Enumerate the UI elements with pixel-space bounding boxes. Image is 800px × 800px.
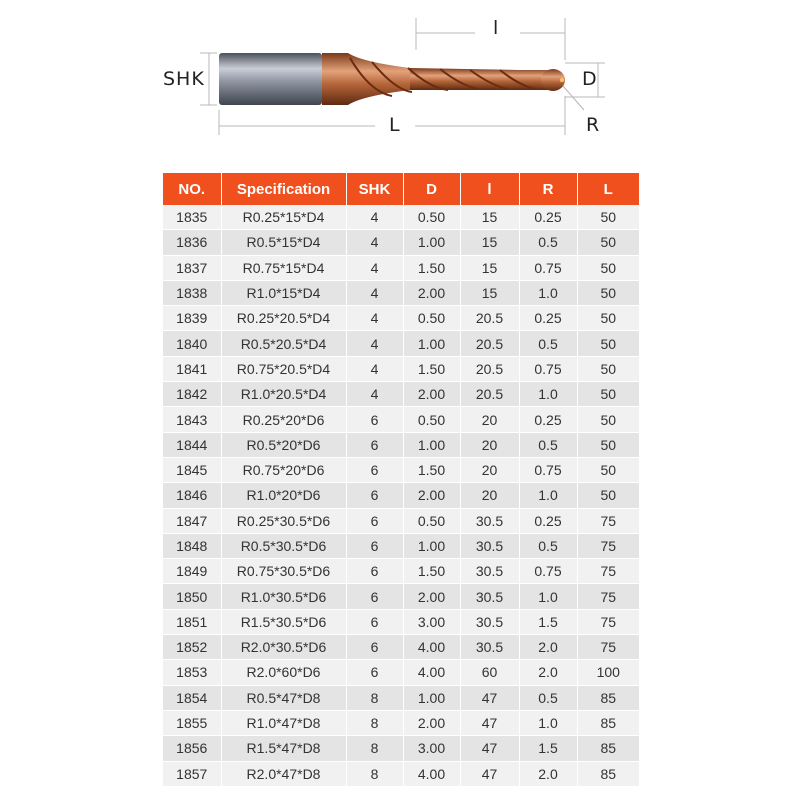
- cell-total-length: 50: [577, 483, 639, 508]
- cell-l: 20: [460, 457, 519, 482]
- table-row: [163, 356, 639, 381]
- cell-shk: 4: [346, 255, 403, 280]
- header-r: R: [519, 173, 577, 205]
- table-row: [163, 382, 639, 407]
- r-point: [560, 78, 564, 82]
- cell-r: 0.75: [519, 356, 577, 381]
- cell-d: 1.00: [403, 230, 460, 255]
- table-header: [163, 173, 639, 205]
- cell-d: 4.00: [403, 635, 460, 660]
- cell-total-length: 85: [577, 761, 639, 786]
- cell-no: 1844: [163, 432, 221, 457]
- cell-specification: R0.25*15*D4: [221, 205, 346, 230]
- cell-l: 47: [460, 710, 519, 735]
- cell-d: 3.00: [403, 609, 460, 634]
- cell-d: 1.00: [403, 685, 460, 710]
- cell-l: 15: [460, 255, 519, 280]
- cell-no: 1840: [163, 331, 221, 356]
- cell-no: 1839: [163, 306, 221, 331]
- cell-shk: 8: [346, 761, 403, 786]
- cell-r: 0.25: [519, 306, 577, 331]
- cell-d: 1.50: [403, 457, 460, 482]
- cell-l: 20: [460, 407, 519, 432]
- table-row: [163, 635, 639, 660]
- cell-d: 0.50: [403, 508, 460, 533]
- cell-shk: 4: [346, 280, 403, 305]
- table-row: [163, 685, 639, 710]
- cell-specification: R1.0*15*D4: [221, 280, 346, 305]
- cell-total-length: 50: [577, 331, 639, 356]
- cell-shk: 6: [346, 483, 403, 508]
- cell-l: 30.5: [460, 635, 519, 660]
- table-row: [163, 457, 639, 482]
- cell-r: 1.5: [519, 736, 577, 761]
- header-specification: Specification: [221, 173, 346, 205]
- cell-total-length: 85: [577, 710, 639, 735]
- cell-l: 20.5: [460, 356, 519, 381]
- cell-l: 15: [460, 205, 519, 230]
- cell-r: 0.5: [519, 685, 577, 710]
- table-row: [163, 230, 639, 255]
- cell-d: 2.00: [403, 483, 460, 508]
- cell-total-length: 50: [577, 382, 639, 407]
- cell-no: 1857: [163, 761, 221, 786]
- table-row: [163, 761, 639, 786]
- cell-l: 30.5: [460, 533, 519, 558]
- cell-r: 0.5: [519, 331, 577, 356]
- cell-total-length: 85: [577, 685, 639, 710]
- cell-no: 1845: [163, 457, 221, 482]
- table-row: [163, 559, 639, 584]
- cell-d: 1.00: [403, 432, 460, 457]
- cell-total-length: 75: [577, 533, 639, 558]
- cell-l: 15: [460, 280, 519, 305]
- cell-l: 30.5: [460, 609, 519, 634]
- cell-r: 1.0: [519, 710, 577, 735]
- cell-specification: R1.0*30.5*D6: [221, 584, 346, 609]
- cell-specification: R0.75*20*D6: [221, 457, 346, 482]
- cell-specification: R1.5*30.5*D6: [221, 609, 346, 634]
- cell-shk: 4: [346, 306, 403, 331]
- cell-d: 0.50: [403, 407, 460, 432]
- cell-specification: R1.0*20*D6: [221, 483, 346, 508]
- cell-d: 2.00: [403, 280, 460, 305]
- table-row: [163, 736, 639, 761]
- cell-d: 2.00: [403, 584, 460, 609]
- cell-d: 4.00: [403, 761, 460, 786]
- header-shk: SHK: [346, 173, 403, 205]
- cell-no: 1850: [163, 584, 221, 609]
- cell-no: 1838: [163, 280, 221, 305]
- table-row: [163, 660, 639, 685]
- cell-shk: 6: [346, 635, 403, 660]
- cell-specification: R0.25*30.5*D6: [221, 508, 346, 533]
- cell-no: 1835: [163, 205, 221, 230]
- table-row: [163, 255, 639, 280]
- cell-l: 30.5: [460, 584, 519, 609]
- cell-total-length: 75: [577, 508, 639, 533]
- header-total-length: L: [577, 173, 639, 205]
- cell-r: 2.0: [519, 761, 577, 786]
- cell-r: 0.5: [519, 230, 577, 255]
- table-body: [163, 205, 639, 786]
- cell-d: 1.00: [403, 533, 460, 558]
- cell-no: 1842: [163, 382, 221, 407]
- shk-label: SHK: [163, 68, 205, 90]
- cell-no: 1851: [163, 609, 221, 634]
- cell-specification: R2.0*47*D8: [221, 761, 346, 786]
- cell-shk: 4: [346, 331, 403, 356]
- table-row: [163, 533, 639, 558]
- cell-total-length: 75: [577, 609, 639, 634]
- cell-specification: R0.25*20.5*D4: [221, 306, 346, 331]
- cell-d: 1.00: [403, 331, 460, 356]
- cell-l: 20.5: [460, 331, 519, 356]
- cell-r: 0.25: [519, 508, 577, 533]
- cell-total-length: 100: [577, 660, 639, 685]
- cell-d: 2.00: [403, 382, 460, 407]
- cell-specification: R0.5*47*D8: [221, 685, 346, 710]
- cell-r: 1.0: [519, 382, 577, 407]
- cell-total-length: 50: [577, 407, 639, 432]
- header-row: [163, 173, 639, 205]
- cell-specification: R0.25*20*D6: [221, 407, 346, 432]
- cell-d: 3.00: [403, 736, 460, 761]
- header-d: D: [403, 173, 460, 205]
- cell-r: 0.5: [519, 533, 577, 558]
- cell-shk: 6: [346, 609, 403, 634]
- cell-r: 1.0: [519, 584, 577, 609]
- cell-d: 0.50: [403, 306, 460, 331]
- cell-shk: 4: [346, 356, 403, 381]
- cell-total-length: 50: [577, 280, 639, 305]
- cell-shk: 4: [346, 230, 403, 255]
- cell-no: 1856: [163, 736, 221, 761]
- shank: [219, 53, 322, 105]
- cell-total-length: 50: [577, 457, 639, 482]
- cell-total-length: 50: [577, 432, 639, 457]
- cell-total-length: 50: [577, 356, 639, 381]
- header-no: NO.: [163, 173, 221, 205]
- cell-r: 0.5: [519, 432, 577, 457]
- cell-shk: 4: [346, 382, 403, 407]
- cell-total-length: 75: [577, 635, 639, 660]
- cell-no: 1855: [163, 710, 221, 735]
- cell-shk: 4: [346, 205, 403, 230]
- table-row: [163, 407, 639, 432]
- cell-specification: R0.75*30.5*D6: [221, 559, 346, 584]
- cell-total-length: 50: [577, 205, 639, 230]
- cell-shk: 6: [346, 660, 403, 685]
- cell-shk: 8: [346, 685, 403, 710]
- radius-label: R: [586, 114, 601, 136]
- cell-l: 47: [460, 685, 519, 710]
- cell-specification: R0.75*20.5*D4: [221, 356, 346, 381]
- cell-no: 1854: [163, 685, 221, 710]
- cell-l: 20: [460, 483, 519, 508]
- cell-r: 0.75: [519, 559, 577, 584]
- cell-total-length: 50: [577, 230, 639, 255]
- cell-no: 1846: [163, 483, 221, 508]
- cell-specification: R1.0*20.5*D4: [221, 382, 346, 407]
- diameter-label: D: [582, 68, 598, 90]
- cell-no: 1843: [163, 407, 221, 432]
- cell-l: 60: [460, 660, 519, 685]
- cell-r: 0.25: [519, 205, 577, 230]
- flute-length-label: l: [493, 17, 500, 39]
- table-row: [163, 280, 639, 305]
- table-row: [163, 508, 639, 533]
- cell-shk: 6: [346, 407, 403, 432]
- cell-specification: R1.5*47*D8: [221, 736, 346, 761]
- cell-l: 15: [460, 230, 519, 255]
- cell-no: 1848: [163, 533, 221, 558]
- cell-specification: R0.5*15*D4: [221, 230, 346, 255]
- overall-length-label: L: [389, 114, 401, 136]
- cell-d: 1.50: [403, 255, 460, 280]
- table-row: [163, 205, 639, 230]
- cell-d: 1.50: [403, 356, 460, 381]
- cell-total-length: 75: [577, 584, 639, 609]
- cell-no: 1849: [163, 559, 221, 584]
- tool-diagram: [0, 0, 800, 160]
- cell-l: 20: [460, 432, 519, 457]
- table-row: [163, 306, 639, 331]
- cell-r: 1.0: [519, 280, 577, 305]
- table-row: [163, 432, 639, 457]
- cell-specification: R0.5*20.5*D4: [221, 331, 346, 356]
- cell-total-length: 50: [577, 306, 639, 331]
- cell-no: 1836: [163, 230, 221, 255]
- cell-shk: 6: [346, 584, 403, 609]
- table-row: [163, 483, 639, 508]
- cell-l: 47: [460, 736, 519, 761]
- cell-r: 0.75: [519, 255, 577, 280]
- cell-l: 20.5: [460, 382, 519, 407]
- cell-r: 2.0: [519, 660, 577, 685]
- ball-end-mill-drawing: [0, 0, 800, 160]
- cell-r: 1.5: [519, 609, 577, 634]
- cell-shk: 6: [346, 559, 403, 584]
- cell-d: 4.00: [403, 660, 460, 685]
- cell-shk: 8: [346, 736, 403, 761]
- cell-shk: 6: [346, 457, 403, 482]
- cell-r: 2.0: [519, 635, 577, 660]
- cell-d: 1.50: [403, 559, 460, 584]
- cell-total-length: 75: [577, 559, 639, 584]
- cell-r: 0.25: [519, 407, 577, 432]
- cell-no: 1837: [163, 255, 221, 280]
- cell-no: 1853: [163, 660, 221, 685]
- cell-shk: 6: [346, 508, 403, 533]
- cell-no: 1841: [163, 356, 221, 381]
- cell-shk: 6: [346, 533, 403, 558]
- cell-specification: R0.5*30.5*D6: [221, 533, 346, 558]
- cell-specification: R0.75*15*D4: [221, 255, 346, 280]
- cell-d: 2.00: [403, 710, 460, 735]
- cell-specification: R2.0*60*D6: [221, 660, 346, 685]
- cell-specification: R0.5*20*D6: [221, 432, 346, 457]
- cell-l: 30.5: [460, 559, 519, 584]
- cell-r: 0.75: [519, 457, 577, 482]
- cell-specification: R1.0*47*D8: [221, 710, 346, 735]
- header-l: l: [460, 173, 519, 205]
- cell-l: 30.5: [460, 508, 519, 533]
- cell-specification: R2.0*30.5*D6: [221, 635, 346, 660]
- cell-no: 1852: [163, 635, 221, 660]
- cell-total-length: 85: [577, 736, 639, 761]
- table-row: [163, 710, 639, 735]
- cell-r: 1.0: [519, 483, 577, 508]
- specification-table: [163, 173, 639, 787]
- cell-l: 47: [460, 761, 519, 786]
- table-row: [163, 331, 639, 356]
- cell-d: 0.50: [403, 205, 460, 230]
- cell-shk: 8: [346, 710, 403, 735]
- table-row: [163, 584, 639, 609]
- cell-l: 20.5: [460, 306, 519, 331]
- cell-total-length: 50: [577, 255, 639, 280]
- cell-shk: 6: [346, 432, 403, 457]
- cell-no: 1847: [163, 508, 221, 533]
- table-row: [163, 609, 639, 634]
